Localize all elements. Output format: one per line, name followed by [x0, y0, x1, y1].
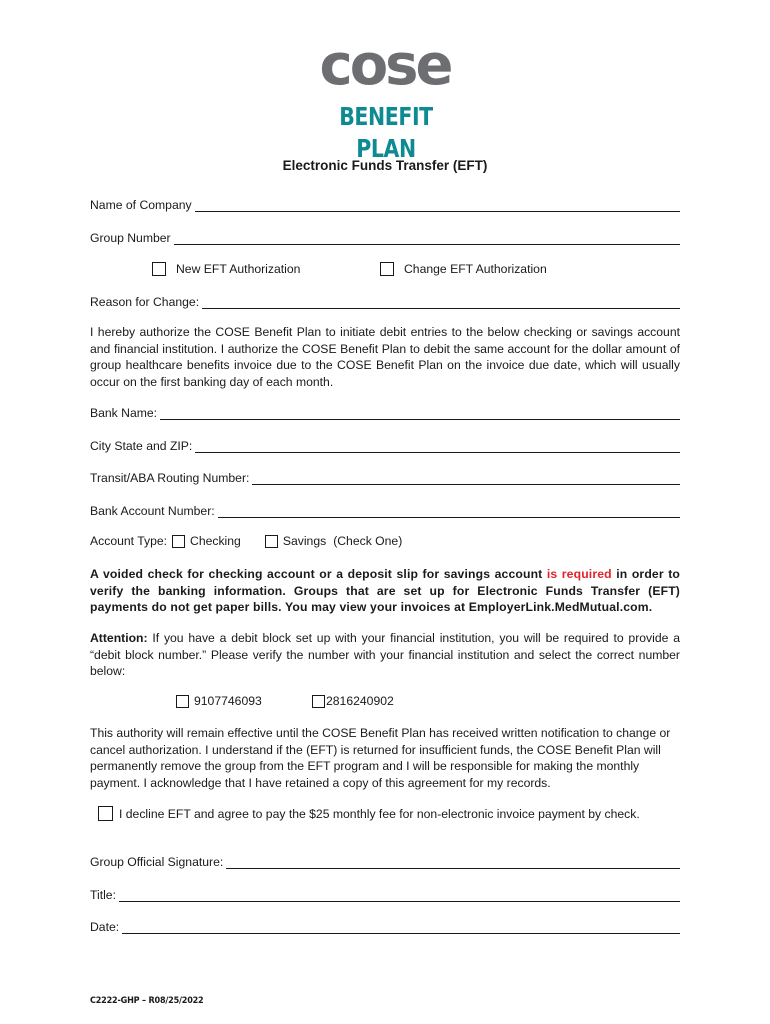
signature-field[interactable]: [90, 853, 680, 869]
city-state-zip-line[interactable]: [195, 440, 680, 453]
group-number-field[interactable]: [90, 229, 680, 245]
title-label: Title:: [90, 888, 116, 902]
debit-number-option-1[interactable]: [176, 694, 262, 708]
group-number-label: Group Number: [90, 231, 171, 245]
account-number-line[interactable]: [218, 505, 680, 518]
savings-label: Savings: [282, 534, 327, 548]
checking-label: Checking: [190, 534, 241, 548]
reason-label: Reason for Change:: [90, 295, 200, 309]
city-state-zip-label: City State and ZIP:: [90, 439, 193, 453]
routing-number-field[interactable]: [90, 469, 680, 485]
date-field[interactable]: [90, 918, 680, 934]
decline-eft-checkbox[interactable]: [98, 806, 113, 821]
reason-line[interactable]: [202, 296, 680, 309]
account-number-field[interactable]: [90, 502, 680, 518]
date-line[interactable]: [122, 921, 680, 934]
routing-number-line[interactable]: [252, 472, 680, 485]
company-name-line[interactable]: [195, 199, 680, 212]
routing-number-label: Transit/ABA Routing Number:: [90, 471, 250, 485]
signature-line[interactable]: [226, 856, 680, 869]
checking-checkbox[interactable]: [172, 535, 185, 548]
voided-check-paragraph: [90, 566, 680, 616]
decline-eft-label: I decline EFT and agree to pay the $25 monthly fee for non-electronic invoice payment by check.: [119, 806, 640, 821]
attention-label: Attention:: [90, 631, 148, 645]
title-line[interactable]: [119, 889, 680, 902]
change-eft-option[interactable]: [380, 262, 547, 276]
date-label: Date:: [90, 920, 120, 934]
form-code-footer: C2222-GHP – R08/25/2022: [90, 996, 204, 1006]
bank-name-field[interactable]: [90, 404, 680, 420]
debit-number-2-checkbox[interactable]: [312, 695, 325, 708]
account-number-label: Bank Account Number:: [90, 504, 215, 518]
new-eft-label: New EFT Authorization: [176, 262, 301, 276]
new-eft-checkbox[interactable]: [152, 262, 166, 276]
account-type-label: Account Type:: [90, 534, 168, 548]
is-required-text: is required: [546, 567, 612, 581]
new-eft-option[interactable]: [152, 262, 300, 276]
company-name-label: Name of Company: [90, 198, 192, 212]
change-eft-label: Change EFT Authorization: [404, 262, 547, 276]
debit-number-1-label: 9107746093: [194, 694, 262, 708]
bank-name-label: Bank Name:: [90, 406, 158, 420]
bank-name-line[interactable]: [160, 407, 680, 420]
authority-paragraph: This authority will remain effective until the COSE Benefit Plan has received written notification to change or cancel authorization. I understand if the (EFT) is returned for insufficient funds, the COSE Benefit Plan will permanently remove the group from the EFT program and I will be responsible for making the monthly payment. I acknowledge that I have retained a copy of this agreement for my records.: [90, 726, 671, 790]
debit-number-2-label: 2816240902: [326, 694, 394, 708]
company-name-field[interactable]: [90, 196, 680, 212]
voided-check-text-2: in order to verify the banking information. Groups that are set up for Electronic Funds Transfer (EFT) payments do not get paper bills. You may view your invoices at EmployerLink.MedMutual.com.: [90, 567, 681, 615]
debit-number-1-checkbox[interactable]: [176, 695, 189, 708]
voided-check-text-1: A voided check for checking account or a deposit slip for savings account: [90, 567, 547, 581]
savings-checkbox[interactable]: [265, 535, 278, 548]
title-field[interactable]: [90, 886, 680, 902]
decline-eft-option[interactable]: [98, 806, 640, 821]
check-one-note: (Check One): [333, 534, 403, 548]
attention-text: If you have a debit block set up with your financial institution, you will be required to provide a “debit block number.” Please verify the number with your financial institution and select the correct number below:: [90, 631, 680, 679]
signature-label: Group Official Signature:: [90, 855, 224, 869]
form-title: Electronic Funds Transfer (EFT): [282, 158, 488, 173]
benefit-plan-logo-text: BENEFIT PLAN: [339, 102, 433, 163]
account-type-row: [90, 534, 402, 548]
cose-logo-wordmark: cose: [319, 33, 451, 98]
reason-field[interactable]: [90, 293, 680, 309]
debit-number-option-2[interactable]: [312, 694, 394, 708]
authorization-paragraph: I hereby authorize the COSE Benefit Plan to initiate debit entries to the below checking or savings account and financial institution. I authorize the COSE Benefit Plan to debit the same account for the dollar amount of group healthcare benefits invoice due to the COSE Benefit Plan on the invoice due date, which will usually occur on the first banking day of each month.: [90, 325, 680, 389]
group-number-line[interactable]: [174, 232, 680, 245]
attention-paragraph: [90, 630, 680, 680]
change-eft-checkbox[interactable]: [380, 262, 394, 276]
city-state-zip-field[interactable]: [90, 437, 680, 453]
